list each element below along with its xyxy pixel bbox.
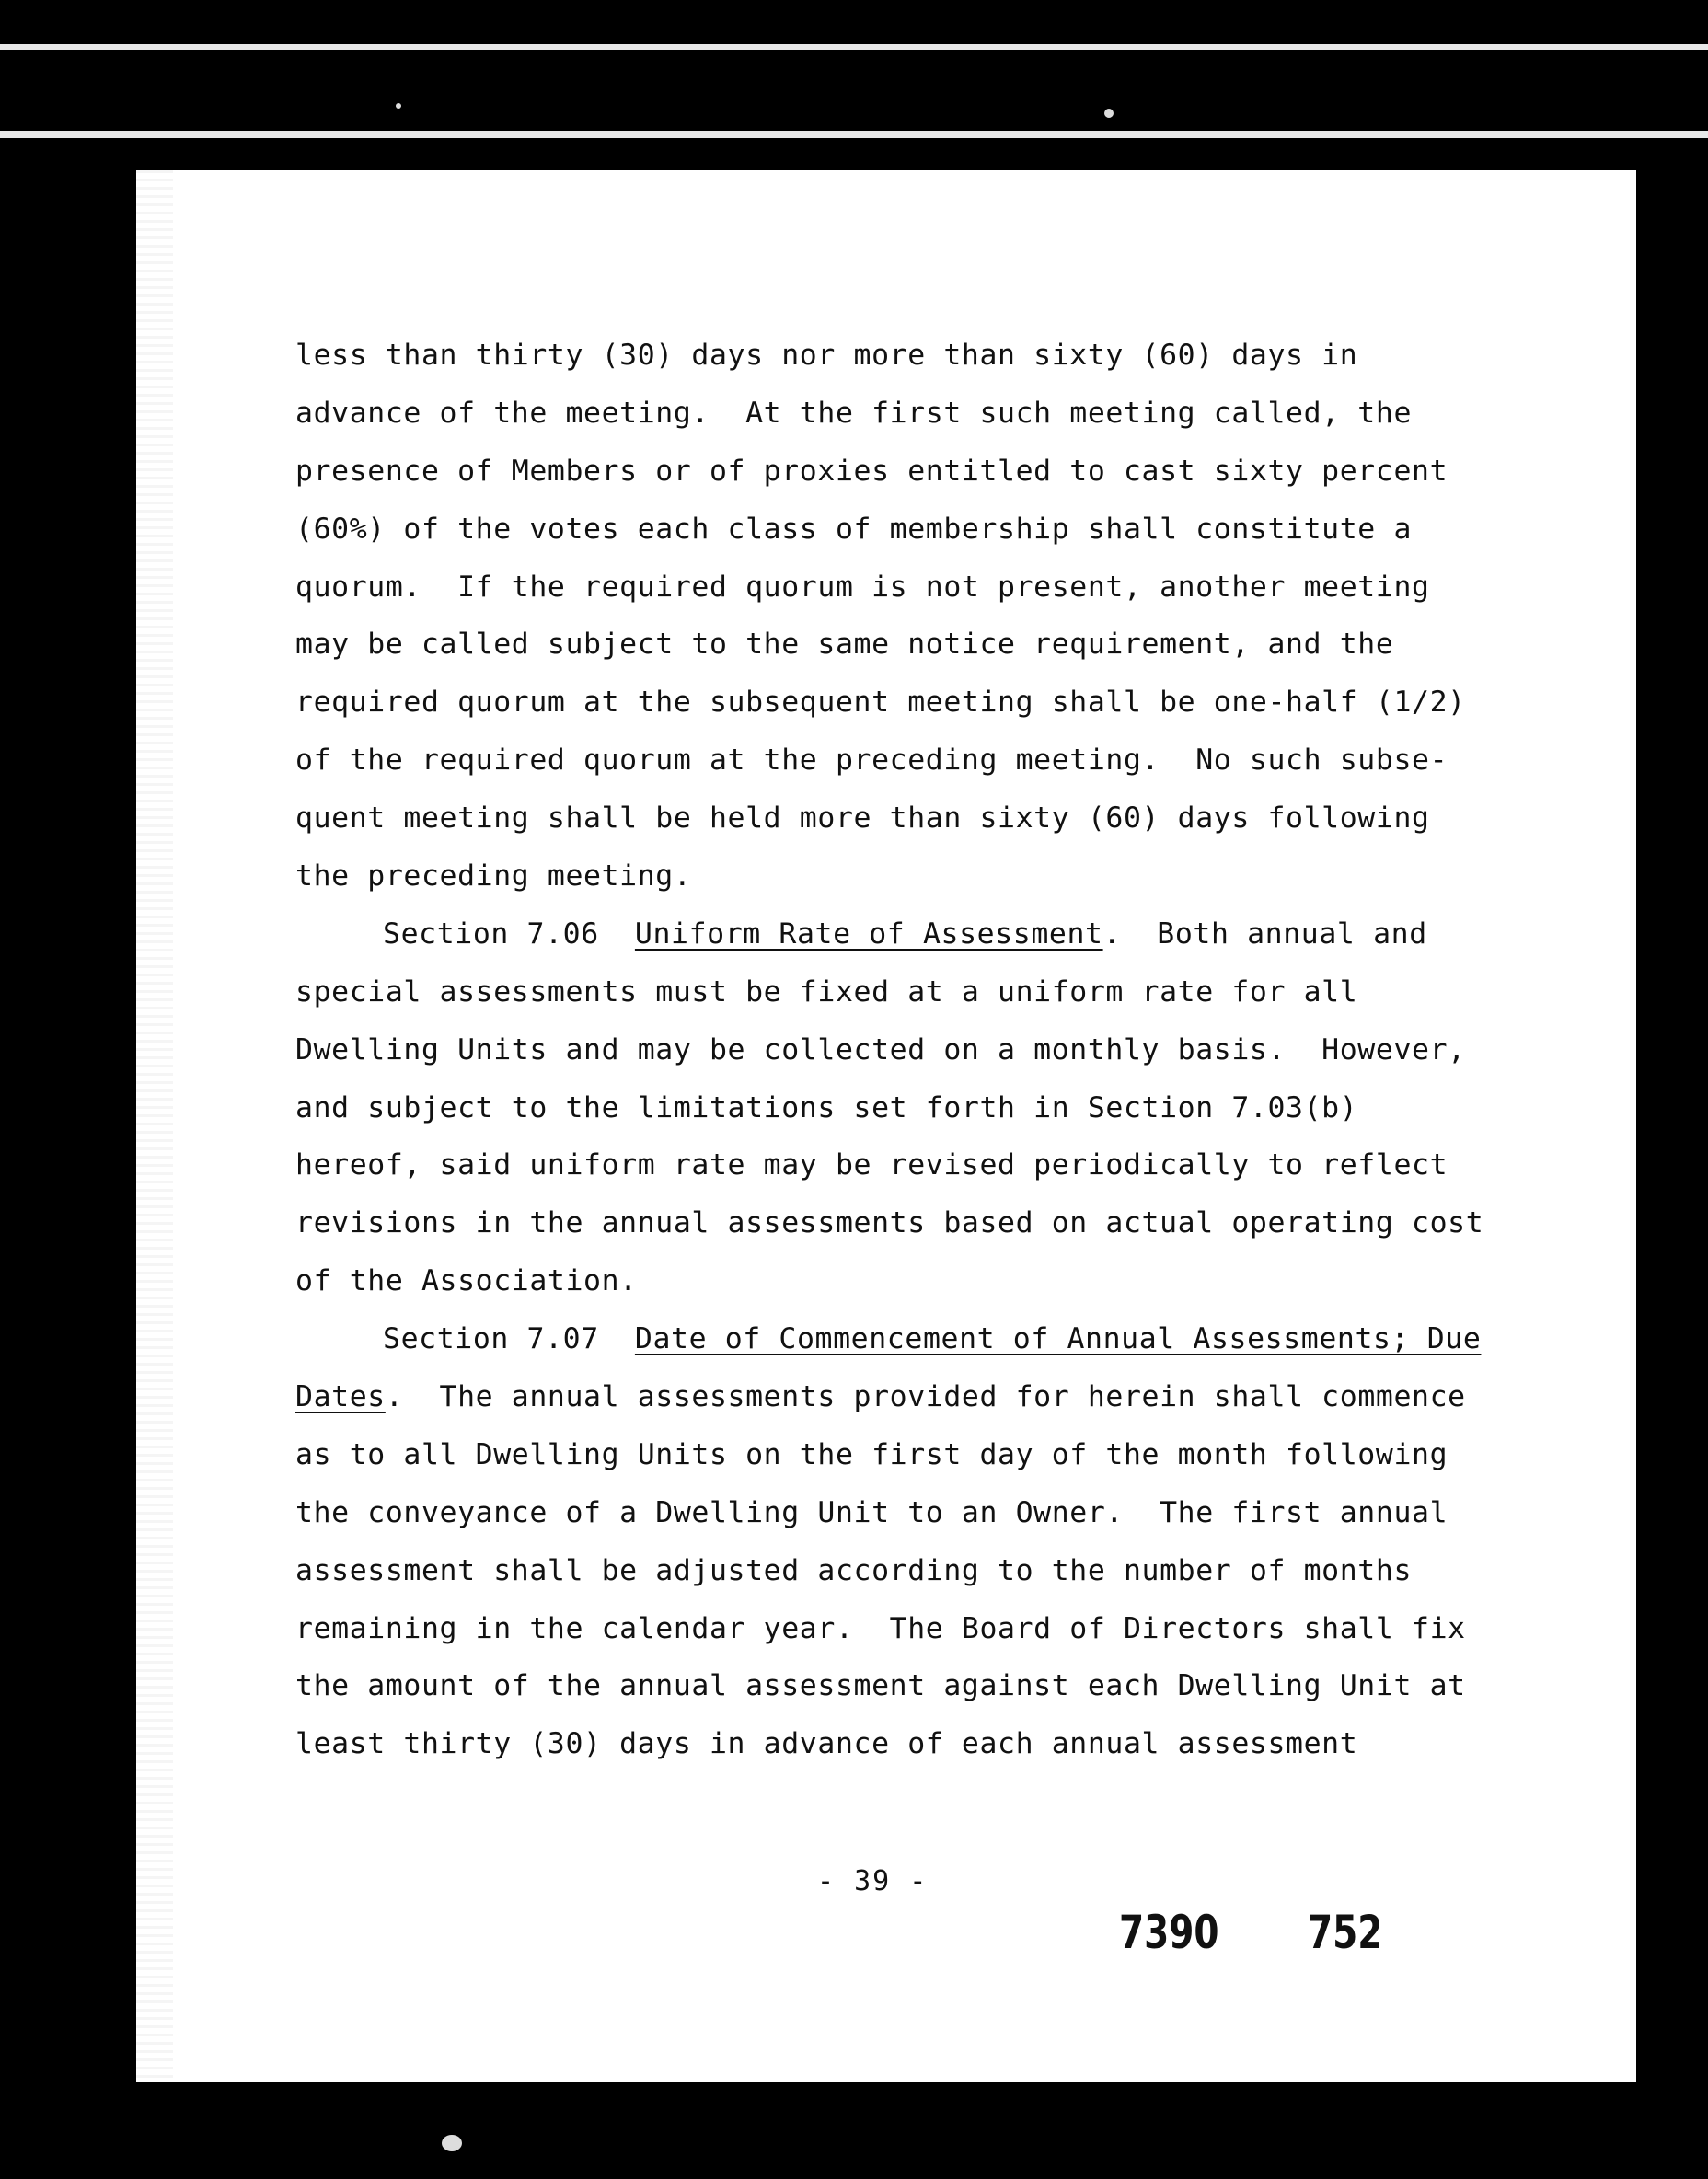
text-line bbox=[295, 1194, 1621, 1252]
text-line bbox=[295, 1136, 1621, 1194]
text-line bbox=[295, 327, 1621, 385]
text-line bbox=[295, 1252, 1621, 1310]
text-line bbox=[295, 732, 1621, 790]
text-run: quent meeting shall be held more than sixty (60) days following bbox=[295, 801, 1430, 836]
text-line bbox=[295, 790, 1621, 847]
text-line bbox=[295, 963, 1621, 1021]
text-run: assessment shall be adjusted according to the number of months bbox=[295, 1553, 1413, 1587]
underlined-heading: Date of Commencement of Annual Assessments; Due bbox=[634, 1322, 1482, 1356]
text-line bbox=[295, 1600, 1621, 1658]
scan-second-rule bbox=[0, 131, 1708, 138]
scan-edge-noise bbox=[136, 170, 173, 2082]
scan-speck bbox=[1104, 109, 1114, 118]
text-run: required quorum at the subsequent meeting shall be one-half (1/2) bbox=[295, 686, 1466, 720]
text-line bbox=[295, 1079, 1621, 1137]
document-page bbox=[136, 170, 1636, 2082]
text-line bbox=[295, 559, 1621, 617]
text-line bbox=[295, 674, 1621, 732]
text-line bbox=[295, 905, 1621, 963]
text-run: . The annual assessments provided for herein shall commence bbox=[385, 1380, 1466, 1414]
text-line bbox=[295, 1368, 1621, 1426]
text-run: presence of Members or of proxies entitled to cast sixty percent bbox=[295, 454, 1448, 488]
text-run: less than thirty (30) days nor more than sixty (60) days in bbox=[295, 339, 1358, 372]
text-run: least thirty (30) days in advance of each annual assessment bbox=[295, 1727, 1358, 1761]
text-line bbox=[295, 501, 1621, 559]
stamp-number-left: 7390 bbox=[1119, 1906, 1219, 1959]
text-run: advance of the meeting. At the first such meeting called, the bbox=[295, 396, 1413, 430]
text-line bbox=[295, 1310, 1621, 1368]
text-line bbox=[295, 1426, 1621, 1484]
text-run: the preceding meeting. bbox=[295, 859, 692, 894]
text-run: hereof, said uniform rate may be revised periodically to reflect bbox=[295, 1148, 1448, 1182]
text-line bbox=[295, 1484, 1621, 1542]
text-run: as to all Dwelling Units on the first day of the month following bbox=[295, 1437, 1448, 1471]
text-run: may be called subject to the same notice requirement, and the bbox=[295, 628, 1394, 662]
text-run: (60%) of the votes each class of membership shall constitute a bbox=[295, 512, 1413, 546]
text-line bbox=[295, 385, 1621, 443]
scan-speck bbox=[396, 103, 401, 109]
document-body bbox=[295, 327, 1621, 1773]
text-line bbox=[295, 616, 1621, 674]
text-run: . Both annual and bbox=[1102, 917, 1427, 951]
text-run: quorum. If the required quorum is not present, another meeting bbox=[295, 570, 1430, 604]
stamp-number-right: 752 bbox=[1308, 1906, 1383, 1959]
text-line bbox=[295, 847, 1621, 905]
text-line bbox=[295, 1715, 1621, 1773]
text-run: and subject to the limitations set forth in Section 7.03(b) bbox=[295, 1090, 1358, 1124]
underlined-heading: Uniform Rate of Assessment bbox=[634, 917, 1103, 951]
text-line bbox=[295, 1542, 1621, 1600]
text-run: of the required quorum at the preceding meeting. No such subse- bbox=[295, 744, 1448, 778]
text-run: special assessments must be fixed at a uniform rate for all bbox=[295, 974, 1358, 1009]
text-run: the conveyance of a Dwelling Unit to an Owner. The first annual bbox=[295, 1495, 1448, 1529]
text-run: Dwelling Units and may be collected on a monthly basis. However, bbox=[295, 1032, 1466, 1066]
text-run: Section 7.06 bbox=[383, 917, 635, 951]
text-line bbox=[295, 1657, 1621, 1715]
text-run: revisions in the annual assessments based on actual operating cost bbox=[295, 1206, 1484, 1240]
text-line bbox=[295, 443, 1621, 501]
page-number: - 39 - bbox=[817, 1865, 929, 1897]
text-run: remaining in the calendar year. The Board of Directors shall fix bbox=[295, 1611, 1466, 1645]
scan-speck bbox=[442, 2135, 462, 2151]
text-run: Section 7.07 bbox=[383, 1322, 635, 1356]
text-line bbox=[295, 1021, 1621, 1079]
text-run: of the Association. bbox=[295, 1264, 638, 1298]
text-run: the amount of the annual assessment against each Dwelling Unit at bbox=[295, 1669, 1466, 1703]
underlined-heading: Dates bbox=[295, 1380, 386, 1414]
scan-top-rule bbox=[0, 44, 1708, 50]
